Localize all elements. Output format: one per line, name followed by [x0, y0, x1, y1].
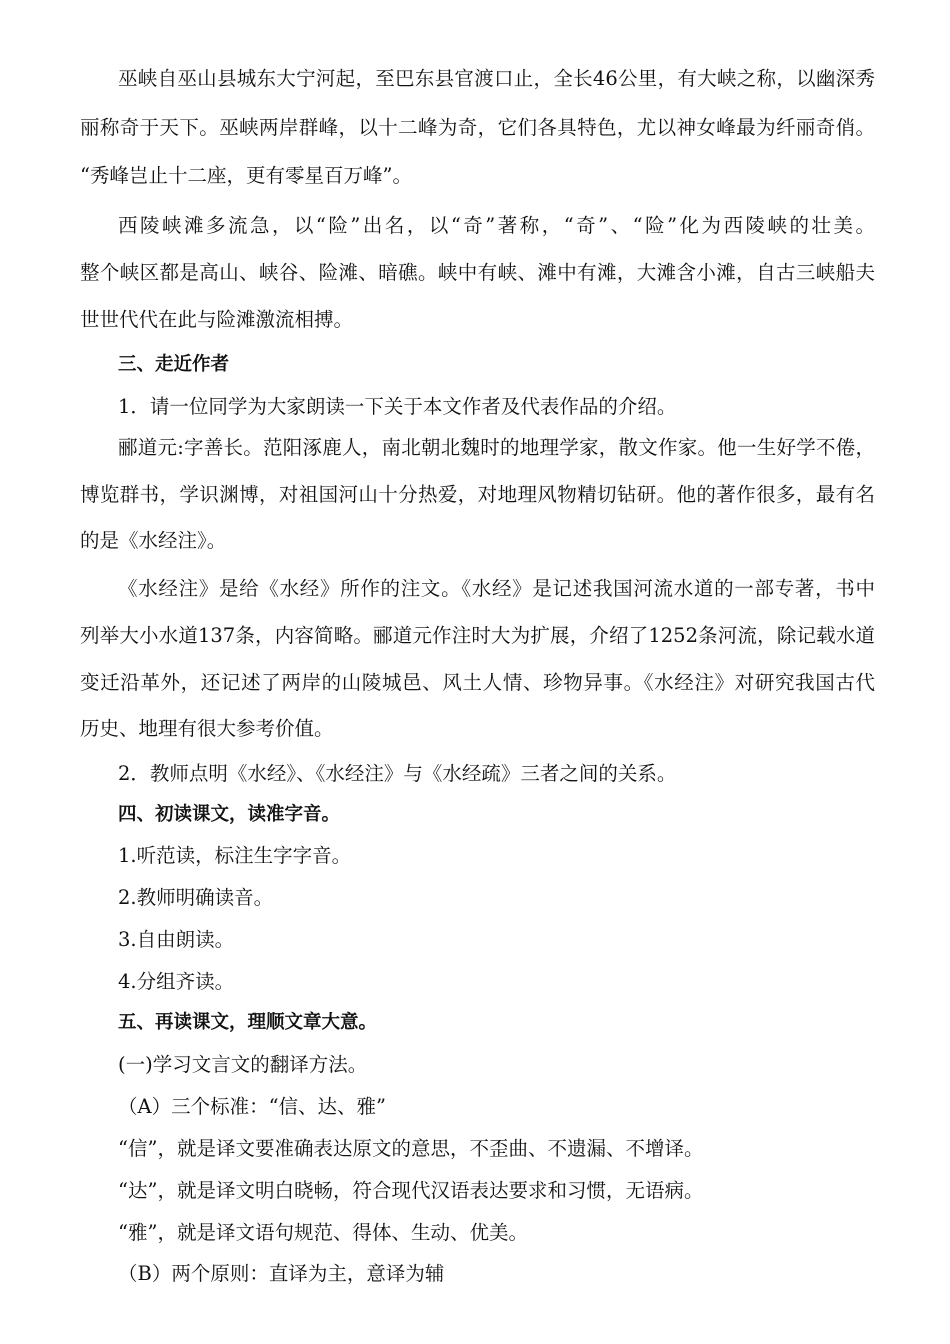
paragraph-line: 《水经注》是给《水经》所作的注文。《水经》是记述我国河流水道的一部专著，书中	[118, 577, 875, 600]
subsection-heading: （B）两个原则：直译为主，意译为辅	[118, 1262, 445, 1285]
paragraph-line: “信”，就是译文要准确表达原文的意思，不歪曲、不遗漏、不增译。	[118, 1137, 704, 1160]
section-heading: 三、走近作者	[118, 354, 230, 375]
paragraph-line: 世世代代在此与险滩激流相搏。	[80, 308, 354, 331]
paragraph-line: 的是《水经注》。	[80, 529, 227, 552]
subsection-heading: (一)学习文言文的翻译方法。	[118, 1053, 368, 1076]
list-item: 2．教师点明《水经》、《水经注》与《水经疏》三者之间的关系。	[118, 762, 677, 785]
paragraph-line: “雅”，就是译文语句规范、得体、生动、优美。	[118, 1221, 528, 1244]
paragraph-line: 列举大小水道137条，内容简略。郦道元作注时大为扩展，介绍了1252条河流，除记载水道	[80, 624, 875, 647]
section-heading: 五、再读课文，理顺文章大意。	[118, 1012, 378, 1033]
paragraph-line: 历史、地理有很大参考价值。	[80, 717, 334, 740]
paragraph-line: 整个峡区都是高山、峡谷、险滩、暗礁。峡中有峡、滩中有滩，大滩含小滩，自古三峡船夫	[80, 261, 875, 284]
paragraph-line: 博览群书，学识渊博，对祖国河山十分热爱，对地理风物精切钻研。他的著作很多，最有名	[80, 483, 875, 506]
paragraph-line: 郦道元:字善长。范阳涿鹿人，南北朝北魏时的地理学家，散文作家。他一生好学不倦，	[118, 436, 875, 459]
paragraph-line: “达”，就是译文明白晓畅，符合现代汉语表达要求和习惯，无语病。	[118, 1179, 704, 1202]
paragraph-line: 巫峡自巫山县城东大宁河起，至巴东县官渡口止，全长46公里，有大峡之称，以幽深秀	[118, 67, 875, 90]
section-heading: 四、初读课文，读准字音。	[118, 804, 341, 825]
subsection-heading: （A）三个标准：“信、达、雅”	[118, 1095, 387, 1118]
list-item: 1．请一位同学为大家朗读一下关于本文作者及代表作品的介绍。	[118, 395, 677, 418]
list-item: 4.分组齐读。	[118, 970, 235, 993]
paragraph-line: 西陵峡滩多流急，以“险”出名，以“奇”著称，“奇”、“险”化为西陵峡的壮美。	[118, 214, 875, 237]
paragraph-line: 丽称奇于天下。巫峡两岸群峰，以十二峰为奇，它们各具特色，尤以神女峰最为纤丽奇俏。	[80, 116, 875, 139]
paragraph-line: 变迁沿革外，还记述了两岸的山陵城邑、风土人情、珍物异事。《水经注》对研究我国古代	[80, 671, 875, 694]
list-item: 2.教师明确读音。	[118, 886, 274, 909]
list-item: 3.自由朗读。	[118, 928, 235, 951]
paragraph-line: “秀峰岂止十二座，更有零星百万峰”。	[80, 164, 412, 187]
list-item: 1.听范读，标注生字字音。	[118, 844, 352, 867]
